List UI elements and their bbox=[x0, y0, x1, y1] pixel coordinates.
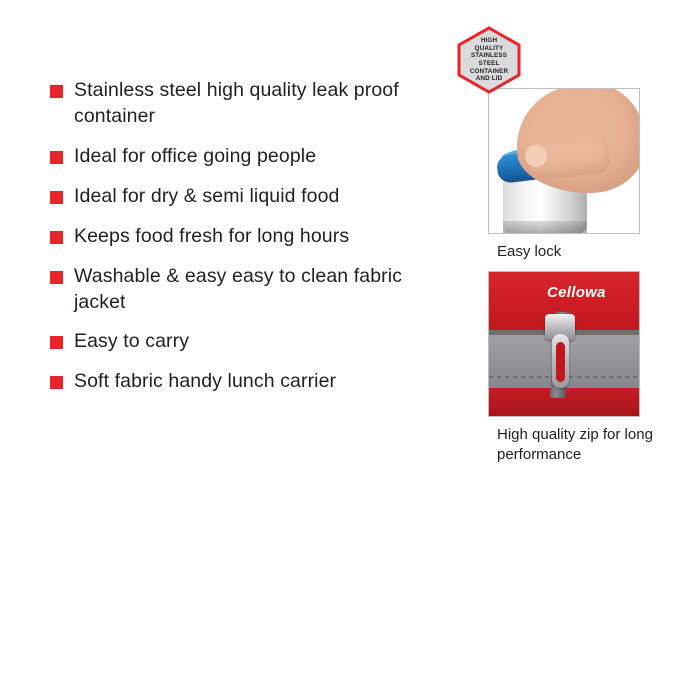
badge-line-4: STEEL bbox=[478, 60, 500, 67]
bullet-icon bbox=[50, 151, 63, 164]
zipper-photo bbox=[488, 271, 640, 417]
photo-caption: High quality zip for long performance bbox=[497, 426, 653, 464]
bullet-icon bbox=[50, 376, 63, 389]
hexagon-icon bbox=[455, 26, 523, 94]
easy-lock-photo bbox=[488, 88, 640, 234]
badge-line-5: CONTAINER bbox=[469, 67, 509, 75]
list-item bbox=[50, 78, 450, 130]
feature-text: Keeps food fresh for long hours bbox=[74, 224, 350, 247]
feature-text: Soft fabric handy lunch carrier bbox=[74, 370, 337, 393]
list-item bbox=[50, 144, 450, 170]
bullet-icon bbox=[50, 231, 63, 244]
feature-text: Stainless steel high quality leak proof container bbox=[74, 79, 399, 127]
photo-caption: Easy lock bbox=[497, 243, 562, 260]
list-item bbox=[50, 184, 450, 210]
brand-logo: Cellowa bbox=[547, 284, 606, 301]
container-shadow bbox=[503, 221, 587, 234]
feature-text: Washable & easy easy to clean fabric jacket bbox=[74, 264, 403, 313]
badge-text-block bbox=[455, 26, 523, 94]
badge-line-3: STAINLESS bbox=[470, 52, 508, 60]
badge-line-6: AND LID bbox=[475, 75, 503, 83]
bullet-icon bbox=[50, 85, 63, 98]
list-item bbox=[50, 264, 450, 316]
list-item bbox=[50, 369, 450, 395]
badge-line-1: HIGH bbox=[480, 36, 498, 44]
feature-text: Easy to carry bbox=[74, 330, 190, 353]
zipper-pull-inner bbox=[556, 342, 565, 382]
list-item bbox=[50, 224, 450, 250]
feature-text: Ideal for dry & semi liquid food bbox=[74, 184, 340, 207]
feature-list bbox=[50, 78, 450, 409]
badge-line-2: QUALITY bbox=[474, 44, 504, 52]
bullet-icon bbox=[50, 336, 63, 349]
quality-badge bbox=[455, 26, 523, 94]
list-item bbox=[50, 329, 450, 355]
feature-text: Ideal for office going people bbox=[74, 144, 317, 167]
bullet-icon bbox=[50, 271, 63, 284]
bullet-icon bbox=[50, 191, 63, 204]
